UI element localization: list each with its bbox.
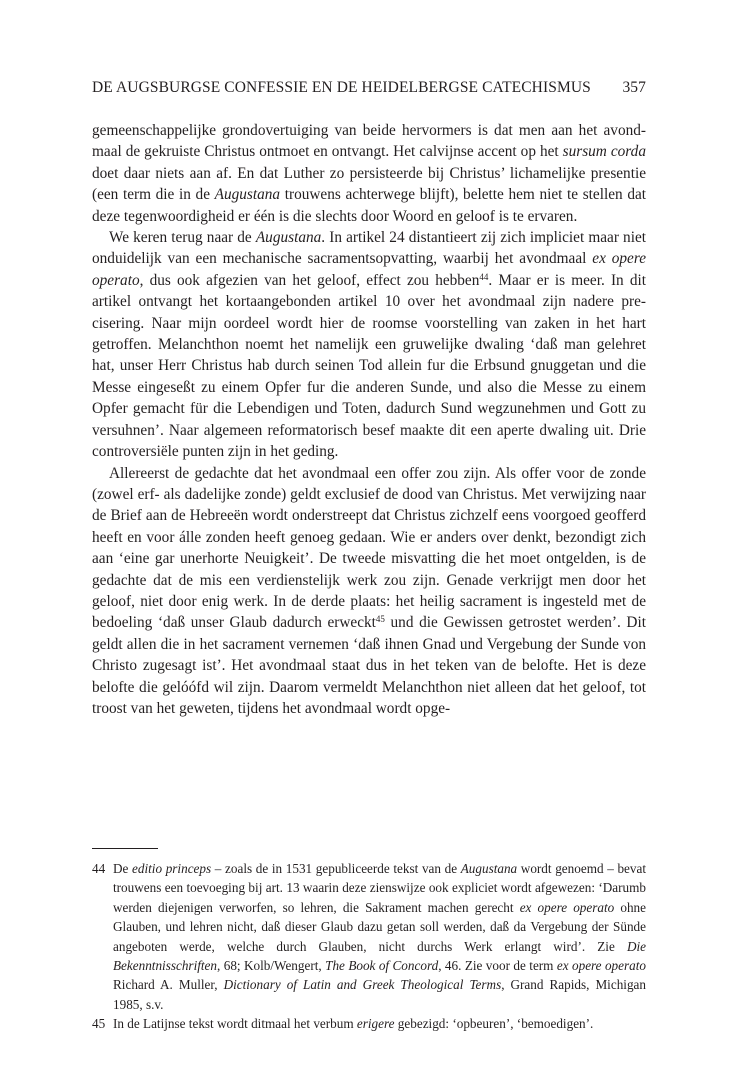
body-text bbox=[92, 120, 646, 719]
text-run: Allereerst de gedachte dat het avondmaal een offer zou zijn. Als offer voor de zonde (zowel erf- als dadelijke zonde) geldt exclusief de dood van Christus. Met verwijzing naar de Brief aan de Hebreeën wordt onderstreept dat Christus zichzelf eens voorgoed geofferd heeft en voor álle zonden heeft genoeg gedaan. Wie er anders over denkt, bezondigt zich aan ‘eine gar unerhorte Neuigkeit’. De tweede misvatting die het moet ontgelden, is de gedachte dat de mis een verdienstelijk werk zou zijn. Genade verkrijgt men door het geloof, niet door enig werk. In de derde plaats: het heilig sacrament is ingesteld met de bedoeling ‘daß unser Glaub dadurch erweckt bbox=[92, 464, 646, 632]
paragraph-2 bbox=[92, 227, 646, 462]
italic-term: ex opere operato bbox=[519, 899, 615, 915]
text-run: , Grand Rapids, Michigan 1985, s.v. bbox=[113, 977, 646, 1012]
footnote-number: 44 bbox=[92, 861, 106, 876]
footnotes bbox=[92, 859, 646, 1034]
italic-term: Augustana bbox=[255, 229, 322, 247]
text-run: . Maar er is meer. In dit artikel ontvangt het kortaangebonden artikel 10 over het avondmaal zijn nadere precisering. Naar mijn oordeel wordt hier de roomse voorstelling van zaken in het hart getroffen. Melanchthon noemt het namelijk een gruwelijke dwaling ‘daß man gelehret hat, unser Herr Christus hab durch seinen Tod allein fur die Erbsund gnuggetan und die Messe eingeseßt zu einem Opfer fur die anderen Sunde, und also die Messe zu einem Opfer gemacht für die Lebendigen und Toten, dadurch Sund wegzunehmen und Gott zu versuhnen’. Naar algemeen reformatorisch besef maakte dit een aperte dwaling uit. Drie controversiële punten zijn in het geding. bbox=[92, 271, 646, 461]
italic-title: Die Bekenntnisschriften bbox=[113, 938, 646, 974]
text-run: doet daar niets aan af. En dat Luther zo persisteerde bij Christus’ lichamelijke presentie (een term die in de bbox=[92, 164, 646, 204]
text-run: Richard A. Muller, bbox=[113, 977, 224, 993]
text-run: wordt genoemd – bevat trouwens een toevoeging bij art. 13 waarin deze zienswijze ook expliciet wordt afgewezen: ‘Darumb werden diejenigen verworfen, so lehren, die Sakrament machen gerecht bbox=[113, 861, 646, 915]
text-run: trouwens achterwege blijft), belette hem niet te stellen dat deze tegenwoordigheid er één is die slechts door Woord en geloof is te ervaren. bbox=[92, 186, 647, 225]
footnote-divider bbox=[92, 848, 158, 849]
italic-term: Augustana bbox=[460, 861, 518, 876]
italic-title: Dictionary of Latin and Greek Theological Terms bbox=[223, 977, 502, 993]
running-title: DE AUGSBURGSE CONFESSIE EN DE HEIDELBERGSE CATECHISMUS bbox=[92, 79, 591, 96]
italic-title: The Book of Concord bbox=[325, 958, 439, 974]
footnote-45 bbox=[92, 1014, 646, 1033]
text-run: ohne Glauben, und lehren nicht, daß dieser Glaub dazu getan soll werden, daß da Vergebung der Sünde angeboten werde, welche durch Glauben, nicht durchs Werk erlangt wird’. Zie bbox=[113, 899, 646, 954]
italic-term: ex opere operato bbox=[92, 250, 647, 289]
footnote-number: 45 bbox=[92, 1016, 106, 1032]
italic-term: Augustana bbox=[214, 186, 281, 204]
text-run: und die Gewissen getrostet werden’. Dit geldt allen die in het sacrament vernemen ‘daß ihnen Gnad und Vergebung der Sunde von Christo zugesagt ist’. Het avondmaal staat dus in het teken van de belofte. Het is deze belofte die gelóófd wil zijn. Daarom vermeldt Melanchthon niet alleen dat het geloof, tot troost van het geweten, tijdens het avondmaal wordt opge- bbox=[92, 614, 646, 717]
footnote-ref-45[interactable]: 45 bbox=[375, 614, 385, 625]
italic-term: ex opere operato bbox=[556, 958, 646, 974]
italic-term: sursum corda bbox=[562, 143, 646, 161]
text-run: , 46. Zie voor de term bbox=[438, 958, 557, 974]
footnote-44 bbox=[92, 859, 646, 1014]
paragraph-3 bbox=[92, 463, 646, 720]
text-run: . In artikel 24 distantieert zij zich impliciet maar niet onduidelijk van een mechanische sacramentsopvatting, waarbij het avondmaal bbox=[92, 229, 646, 268]
text-run: gemeenschappelijke grondovertuiging van beide hervormers is dat men aan het avondmaal de gekruiste Christus ontmoet en ontvangt. Het calvijnse accent op het bbox=[92, 122, 646, 161]
footnote-ref-44[interactable]: 44 bbox=[479, 271, 489, 282]
paragraph-1 bbox=[92, 120, 646, 227]
text-run: , 68; Kolb/Wengert, bbox=[217, 958, 326, 974]
page-number: 357 bbox=[622, 79, 646, 96]
text-run: De bbox=[113, 861, 133, 876]
text-run: – zoals de in 1531 gepubliceerde tekst van de bbox=[211, 861, 461, 876]
text-run: We keren terug naar de bbox=[109, 229, 256, 247]
text-run: gebezigd: ‘opbeuren’, ‘bemoedigen’. bbox=[394, 1016, 594, 1032]
italic-term: erigere bbox=[356, 1016, 395, 1032]
italic-term: editio princeps bbox=[132, 861, 212, 876]
text-run: , dus ook afgezien van het geloof, effect zou hebben bbox=[139, 271, 480, 289]
text-run: In de Latijnse tekst wordt ditmaal het verbum bbox=[113, 1016, 357, 1032]
